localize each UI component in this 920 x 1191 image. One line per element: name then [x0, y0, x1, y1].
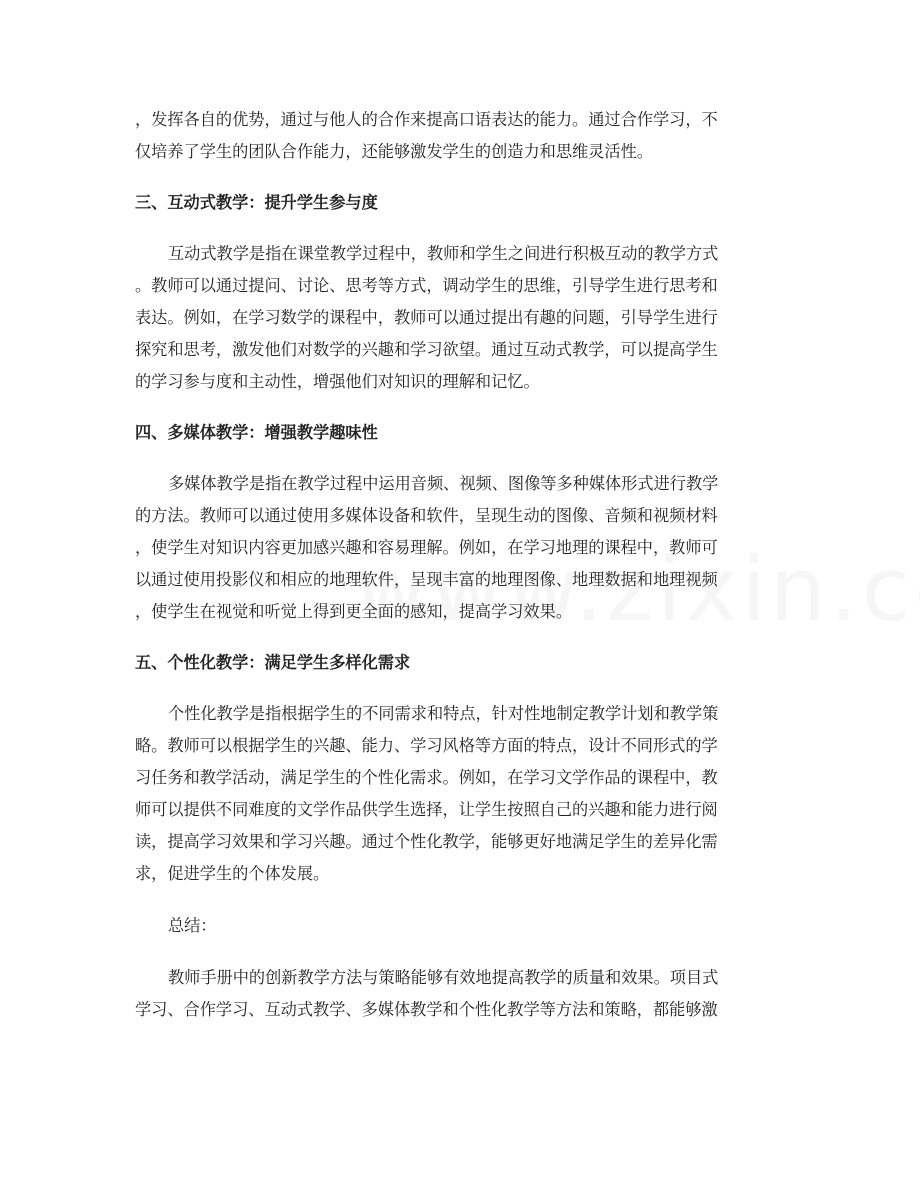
- text-line: 略。教师可以根据学生的兴趣、能力、学习风格等方面的特点，设计不同形式的学: [135, 736, 718, 755]
- text-line: 教师手册中的创新教学方法与策略能够有效地提高教学的质量和效果。项目式: [168, 968, 719, 987]
- text-line: 表达。例如，在学习数学的课程中，教师可以通过提出有趣的问题，引导学生进行: [135, 308, 718, 327]
- text-line: 探究和思考，激发他们对数学的兴趣和学习欲望。通过互动式教学，可以提高学生: [135, 340, 718, 359]
- section-paragraph-personalized: [135, 698, 785, 890]
- spacer: [135, 890, 785, 910]
- intro-paragraph: [135, 104, 785, 168]
- text-line: 互动式教学是指在课堂教学过程中，教师和学生之间进行积极互动的教学方式: [168, 244, 719, 263]
- summary-label: 总结：: [168, 916, 217, 935]
- text-line: 的学习参与度和主动性，增强他们对知识的理解和记忆。: [135, 372, 540, 391]
- text-line: 的方法。教师可以通过使用多媒体设备和软件，呈现生动的图像、音频和视频材料: [135, 506, 718, 525]
- text-line: 读，提高学习效果和学习兴趣。通过个性化教学，能够更好地满足学生的差异化需: [135, 832, 718, 851]
- section-paragraph-interactive: [135, 238, 785, 398]
- text-line: 学习、合作学习、互动式教学、多媒体教学和个性化教学等方法和策略，都能够激: [135, 1000, 718, 1019]
- text-line: ，使学生对知识内容更加感兴趣和容易理解。例如，在学习地理的课程中，教师可: [135, 538, 718, 557]
- text-line: 师可以提供不同难度的文学作品供学生选择，让学生按照自己的兴趣和能力进行阅: [135, 800, 718, 819]
- section-heading-interactive: 三、互动式教学：提升学生参与度: [135, 193, 378, 212]
- text-line: 多媒体教学是指在教学过程中运用音频、视频、图像等多种媒体形式进行教学: [168, 474, 719, 493]
- text-line: 习任务和教学活动，满足学生的个性化需求。例如，在学习文学作品的课程中，教: [135, 768, 718, 787]
- text-line: 。教师可以通过提问、讨论、思考等方式，调动学生的思维，引导学生进行思考和: [135, 276, 718, 295]
- text-line: 仅培养了学生的团队合作能力，还能够激发学生的创造力和思维灵活性。: [135, 142, 653, 161]
- summary-paragraph: [135, 962, 785, 1026]
- text-line: ，发挥各自的优势，通过与他人的合作来提高口语表达的能力。通过合作学习，不: [135, 110, 718, 129]
- text-line: 求，促进学生的个体发展。: [135, 864, 330, 883]
- section-paragraph-multimedia: [135, 468, 785, 628]
- text-line: 以通过使用投影仪和相应的地理软件，呈现丰富的地理图像、地理数据和地理视频: [135, 570, 718, 589]
- section-heading-multimedia: 四、多媒体教学：增强教学趣味性: [135, 423, 378, 442]
- text-line: 个性化教学是指根据学生的不同需求和特点，针对性地制定教学计划和教学策: [168, 704, 719, 723]
- document-body: [135, 104, 785, 1026]
- section-heading-personalized: 五、个性化教学：满足学生多样化需求: [135, 653, 411, 672]
- text-line: ，使学生在视觉和听觉上得到更全面的感知，提高学习效果。: [135, 602, 573, 621]
- spacer: [135, 942, 785, 962]
